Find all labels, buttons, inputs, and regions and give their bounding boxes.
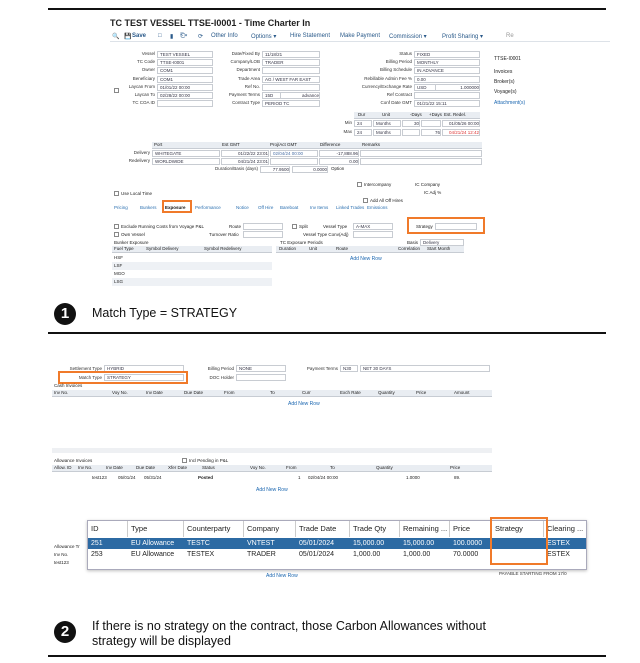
popup-cell-remaining: 15,000.00 bbox=[403, 540, 435, 547]
duration-unit-1[interactable]: Months bbox=[373, 129, 401, 136]
mid_fields-label-6: Contract Type bbox=[232, 100, 260, 106]
allowance-cell-price: 89. bbox=[454, 475, 461, 480]
tab-emissions[interactable]: Emissions bbox=[367, 205, 388, 210]
popup-cell-trade-date: 05/01/2024 bbox=[299, 551, 335, 558]
bunker-header-symbol-delivery: Symbol Delivery bbox=[146, 246, 179, 251]
save-button[interactable]: Save bbox=[132, 33, 147, 39]
duration-basis-input[interactable]: 77.9500 bbox=[260, 166, 290, 173]
cash-invoices-header bbox=[52, 390, 492, 397]
port-diff-1[interactable]: 0.00 bbox=[319, 158, 359, 165]
left_fields-label-6: TC COA ID bbox=[132, 100, 155, 106]
duration-dur-1[interactable]: 24 bbox=[354, 129, 372, 136]
right_fields-label-3: Rebillable Admin Fee % bbox=[364, 75, 412, 81]
make-payment-button[interactable]: Make Payment bbox=[340, 33, 381, 39]
fuel-type-2: MGO bbox=[114, 271, 125, 276]
vessel-type-conv-input[interactable] bbox=[353, 231, 393, 238]
mid_fields-label-1: Company/LOB bbox=[230, 59, 260, 65]
side-panel-item-1[interactable]: Broker(s) bbox=[494, 79, 515, 85]
step-1-badge: 1 bbox=[54, 303, 76, 325]
hire-statement-button[interactable]: Hire Statement bbox=[290, 33, 331, 39]
allowance-cell-from: 02/04/24 00:00 bbox=[308, 475, 339, 480]
cash-header-10: Amount bbox=[454, 390, 470, 395]
save-icon: 💾 bbox=[124, 34, 132, 40]
options-menu[interactable]: Options ▾ bbox=[251, 34, 277, 40]
popup-header-1: Type bbox=[128, 521, 184, 537]
allowance-add-new-row[interactable]: Add New Row bbox=[256, 487, 288, 493]
mid_fields-input-1[interactable]: TRADER bbox=[262, 59, 320, 66]
strategy-label: Strategy bbox=[416, 224, 433, 229]
popup-cell-counterparty: TESTEX bbox=[187, 551, 215, 558]
popup-cell-remaining: 1,000.00 bbox=[403, 551, 431, 558]
mid_fields-input-4[interactable] bbox=[262, 84, 320, 91]
own-vessel-checkbox[interactable] bbox=[114, 232, 119, 237]
refresh-icon[interactable]: ⟳ bbox=[198, 34, 204, 40]
allowance-cell-due-date: 05/31/24 bbox=[144, 475, 162, 480]
bunker-exposure-title: Bunker Exposure bbox=[114, 240, 149, 245]
window-title: TC TEST VESSEL TTSE-I0001 - Time Charter In bbox=[110, 18, 311, 28]
right_fields-input-4[interactable]: USD bbox=[414, 84, 480, 91]
cash-scrollbar[interactable] bbox=[52, 448, 492, 453]
allowance-header-4: Xfer Date bbox=[168, 465, 188, 470]
left_fields-label-0: Vessel bbox=[141, 51, 155, 56]
port-name-0[interactable]: WHITEGATE bbox=[152, 150, 220, 157]
cash-header-1: Voy No. bbox=[112, 390, 128, 395]
right_fields-label-4: Currency/Exchange Rate bbox=[361, 83, 412, 89]
fuel-type-3: LSG bbox=[114, 279, 124, 284]
allowance-header-1: Inv No. bbox=[78, 465, 93, 470]
cash-header-6: Curr bbox=[302, 390, 311, 395]
duration-dur-0[interactable]: 24 bbox=[354, 120, 372, 127]
cash-invoices-title: Cash Invoices bbox=[54, 383, 83, 388]
left_fields-label-3: Beneficiary bbox=[132, 75, 155, 81]
port-header-0: Port bbox=[154, 142, 163, 147]
copy-icon[interactable]: □ bbox=[158, 33, 162, 39]
duration-header-4: Est. Redel. bbox=[444, 112, 467, 117]
tab-performance[interactable]: Performance bbox=[195, 205, 221, 210]
port-row-label-0: Delivery bbox=[133, 150, 150, 155]
doc-holder-input[interactable] bbox=[236, 374, 286, 381]
left_fields-input-2[interactable]: COM1 bbox=[157, 67, 213, 74]
mid_fields-input2-5[interactable]: advance bbox=[280, 92, 320, 99]
left_fields-input-0[interactable]: TEST VESSEL bbox=[157, 51, 213, 58]
right_fields-label-0: Status bbox=[399, 51, 412, 56]
side-note-2: PAYABLE STARTING FROM 17/0 bbox=[499, 571, 567, 576]
turnover-ratio-label: Turnover Ratio bbox=[209, 232, 239, 237]
mid_fields-input-0[interactable]: 11/18/21 bbox=[262, 51, 320, 58]
port-proj-0[interactable]: 02/04/24 00:00 bbox=[270, 150, 318, 157]
left_fields-label-4: Laycan From bbox=[128, 83, 155, 89]
duration-header-3: +Days bbox=[429, 112, 442, 117]
search-icon[interactable]: 🔍 bbox=[112, 34, 120, 40]
port-proj-1[interactable] bbox=[270, 158, 318, 165]
delete-icon[interactable]: ▮ bbox=[170, 34, 174, 40]
popup-cell-qty: 15,000.00 bbox=[353, 540, 385, 547]
tc-exposure-add-new-row[interactable]: Add New Row bbox=[350, 256, 382, 262]
transfer-cell-inv: test123 bbox=[54, 560, 69, 565]
tab-bareboat[interactable]: Bareboat bbox=[280, 205, 299, 210]
cash-header-0: Inv No. bbox=[54, 390, 69, 395]
intercompany-checkbox[interactable] bbox=[357, 182, 362, 187]
popup-header-7: Price bbox=[450, 521, 492, 537]
fuel-row-1[interactable] bbox=[112, 262, 272, 270]
split-label: Split bbox=[299, 224, 308, 229]
cash-header-4: From bbox=[224, 390, 235, 395]
popup-header-4: Trade Date bbox=[296, 521, 350, 537]
popup-header-9: Clearing ... bbox=[544, 521, 587, 537]
popup-cell-qty: 1,000.00 bbox=[353, 551, 381, 558]
incl-pending-checkbox[interactable] bbox=[182, 458, 187, 463]
popup-cell-company: VNTEST bbox=[247, 540, 275, 547]
turnover-ratio-input[interactable] bbox=[243, 231, 283, 238]
fuel-row-3[interactable] bbox=[112, 278, 272, 286]
right_fields-input-3[interactable]: 0.00 bbox=[414, 76, 480, 83]
ic-company-label: IC Company bbox=[415, 182, 441, 187]
allowance-cell-status: Posted bbox=[198, 475, 214, 480]
bunker-header-symbol-redelivery: Symbol Redelivery bbox=[204, 246, 242, 251]
popup-header-3: Company bbox=[244, 521, 296, 537]
cash-header-7: Exch Rate bbox=[340, 390, 361, 395]
right_fields-input-2[interactable]: IN ADVANCE bbox=[414, 67, 480, 74]
tab-inv-items[interactable]: Inv Items bbox=[310, 205, 329, 210]
port-est-0[interactable]: 01/22/22 23:01 bbox=[221, 150, 269, 157]
tc-header-start-month: Start Month bbox=[427, 246, 451, 251]
port-header bbox=[152, 142, 482, 149]
allowance-header-10: Price bbox=[450, 465, 461, 470]
fuel-row-0[interactable] bbox=[112, 254, 272, 262]
tab-off-hire[interactable]: Off Hire bbox=[258, 205, 274, 210]
popup-cell-price: 100.0000 bbox=[453, 540, 483, 547]
allowance-header-5: Status bbox=[202, 465, 215, 470]
mid_fields-label-2: Department bbox=[236, 67, 260, 73]
port-header-2: Proj/Act GMT bbox=[270, 142, 298, 147]
mid_fields-label-3: Trade Area bbox=[237, 75, 260, 81]
exposure-tab-highlight-box bbox=[162, 200, 192, 213]
right_fields-label-1: Billing Period bbox=[385, 59, 412, 65]
allowance-invoices-title: Allowance Invoices bbox=[54, 458, 93, 463]
mid_fields-input-3[interactable]: AG / WEST FAR EAST bbox=[262, 76, 320, 83]
ic-adj-label: IC Adj % bbox=[424, 190, 442, 195]
payment-terms-code[interactable]: N30 bbox=[340, 365, 358, 372]
right_fields-label-6: Conf Date GMT bbox=[380, 100, 412, 106]
route-label: Route bbox=[229, 224, 242, 229]
use-local-time-checkbox[interactable] bbox=[114, 191, 119, 196]
port-est-1[interactable]: 04/21/24 23:01 bbox=[221, 158, 269, 165]
tc-header-correlation: Correlation bbox=[398, 246, 421, 251]
attachments-link[interactable]: Attachment(s) bbox=[494, 100, 526, 106]
allowance-cell-voy: 1 bbox=[298, 475, 301, 480]
port-header-1: Est GMT bbox=[222, 142, 240, 147]
duration-plus-0[interactable] bbox=[421, 120, 441, 127]
popup-header-2: Counterparty bbox=[184, 521, 244, 537]
left_fields-label-5: Laycan To bbox=[134, 92, 155, 97]
port-name-1[interactable]: WORLDWIDE bbox=[152, 158, 220, 165]
tc-exposure-title: TC Exposure Periods bbox=[280, 240, 323, 245]
step-2-caption-line-2: strategy will be displayed bbox=[92, 634, 231, 648]
use-local-time-label: Use Local Time bbox=[121, 191, 153, 196]
time-charter-in-screenshot bbox=[110, 14, 610, 299]
left_fields-input-1[interactable]: TTSE-I0001 bbox=[157, 59, 213, 66]
popup-cell-id: 251 bbox=[91, 540, 103, 547]
allowance-header-6: Voy No. bbox=[250, 465, 266, 470]
mid_fields-input-5[interactable]: 15D bbox=[262, 92, 320, 99]
mid_fields-label-0: Date/Fixed By bbox=[231, 51, 260, 56]
print-icon[interactable]: ⎗▾ bbox=[180, 33, 188, 39]
right_fields-label-5: Ref Contract bbox=[386, 92, 412, 97]
side-panel-item-2[interactable]: Voyage(s) bbox=[494, 89, 517, 95]
own-vessel-label: Own Vessel bbox=[121, 232, 145, 237]
duration-minus-1[interactable] bbox=[402, 129, 420, 136]
incl-pending-label: Incl Pending in P&L bbox=[189, 458, 229, 463]
duration-redel-1[interactable]: 04/21/24 12:42 bbox=[442, 129, 480, 136]
allowance-transfers-title: Allowance Tr bbox=[54, 544, 80, 549]
port-header-4: Remarks bbox=[362, 142, 381, 147]
bunker-header-fuel-type: Fuel Type bbox=[114, 246, 134, 251]
duration-header bbox=[354, 112, 480, 119]
add-all-off-hires-checkbox[interactable] bbox=[363, 198, 368, 203]
intercompany-label: Intercompany bbox=[364, 182, 392, 187]
allowance-header-8: To bbox=[330, 465, 335, 470]
duration-redel-0[interactable]: 01/05/26 00:00 bbox=[442, 120, 480, 127]
doc-holder-label: DOC Holder bbox=[209, 375, 234, 380]
right_fields-input-1[interactable]: MONTHLY bbox=[414, 59, 480, 66]
port-remarks-1[interactable] bbox=[360, 158, 482, 165]
duration-unit-0[interactable]: Months bbox=[373, 120, 401, 127]
toolbar bbox=[110, 32, 610, 42]
popup-cell-price: 70.0000 bbox=[453, 551, 479, 558]
popup-cell-type: EU Allowance bbox=[131, 551, 175, 558]
top-divider bbox=[48, 8, 606, 10]
right_fields-input-6[interactable]: 01/21/22 15:11 bbox=[414, 100, 480, 107]
allowance-header-0: Allow. ID bbox=[54, 465, 72, 470]
right_fields-label-2: Billing Schedule bbox=[379, 67, 412, 73]
tab-notice[interactable]: Notice bbox=[236, 205, 249, 210]
duration-minus-0[interactable]: 30 bbox=[402, 120, 420, 127]
left_fields-input-3[interactable]: COM1 bbox=[157, 76, 213, 83]
cash-header-9: Price bbox=[416, 390, 427, 395]
vessel-type-conv-label: Vessel Type Conv(Adj) bbox=[303, 232, 349, 237]
right_fields-input-0[interactable]: FIXED bbox=[414, 51, 480, 58]
other-info-button[interactable]: Other Info bbox=[211, 33, 238, 39]
allowance-cell-inv-no: test123 bbox=[92, 475, 107, 480]
duration-option-label: Option bbox=[331, 166, 345, 171]
laycan-checkbox[interactable] bbox=[114, 88, 119, 93]
payment-terms-label: Payment Terms bbox=[306, 366, 338, 371]
popup-cell-company: TRADER bbox=[247, 551, 276, 558]
port-diff-0[interactable]: -17,888.96 bbox=[319, 150, 359, 157]
mid_fields-input-2[interactable] bbox=[262, 67, 320, 74]
popup-header-6: Remaining ... bbox=[400, 521, 450, 537]
cash-header-5: To bbox=[270, 390, 275, 395]
lower-inv-no-header: Inv No. bbox=[54, 552, 69, 557]
match-type-label: Match Type bbox=[78, 375, 102, 380]
commission-menu[interactable]: Commission ▾ bbox=[389, 34, 427, 40]
fuel-type-0: HSF bbox=[114, 255, 123, 260]
cash-header-3: Due Date bbox=[184, 390, 204, 395]
duration-header-0: Dur bbox=[358, 112, 366, 117]
profit-sharing-menu[interactable]: Profit Sharing ▾ bbox=[442, 34, 484, 40]
tab-linked-trades[interactable]: Linked Trades bbox=[336, 205, 365, 210]
more-toolbar-item[interactable]: Re bbox=[506, 33, 514, 39]
cash-add-new-row[interactable]: Add New Row bbox=[288, 401, 320, 407]
port-remarks-0[interactable] bbox=[360, 150, 482, 157]
vessel-type-label: Vessel Type bbox=[323, 224, 348, 229]
basis-label: Basis bbox=[407, 240, 419, 245]
allowance-header-9: Quantity bbox=[376, 465, 393, 470]
tab-bunkers[interactable]: Bunkers bbox=[140, 205, 157, 210]
billing-period-input[interactable]: NONE bbox=[236, 365, 286, 372]
middle-divider bbox=[48, 332, 606, 334]
duration-row-label-1: Max bbox=[343, 129, 352, 134]
popup-cell-trade-date: 05/01/2024 bbox=[299, 540, 335, 547]
tab-exposure[interactable]: Exposure bbox=[165, 205, 186, 210]
left_fields-input-4[interactable]: 01/01/22 00:00 bbox=[157, 84, 213, 91]
basis-input[interactable]: Delivery bbox=[420, 239, 464, 246]
split-checkbox[interactable] bbox=[292, 224, 297, 229]
tc-header-route: Route bbox=[336, 246, 349, 251]
allowance-cell-inv-date: 05/01/24 bbox=[118, 475, 136, 480]
exclude-running-costs-checkbox[interactable] bbox=[114, 224, 119, 229]
popup-cell-counterparty: TESTC bbox=[187, 540, 210, 547]
right_fields-input-5[interactable] bbox=[414, 92, 480, 99]
duration-header-1: Unit bbox=[382, 112, 391, 117]
allowance-invoices-header bbox=[52, 465, 492, 472]
popup-cell-clearing: ESTEX bbox=[547, 551, 570, 558]
settlement-type-input[interactable]: HYBRID bbox=[104, 365, 184, 372]
strategy-column-highlight-box bbox=[490, 517, 548, 565]
right_fields-input2-4[interactable]: 1.000000 bbox=[435, 84, 480, 91]
step-1-caption: Match Type = STRATEGY bbox=[92, 306, 238, 320]
tc-header-unit: Unit bbox=[309, 246, 318, 251]
popup-header-8: Strategy bbox=[492, 521, 544, 537]
settlement-type-label: Settlement Type bbox=[69, 366, 102, 371]
transfer-add-new-row[interactable]: Add New Row bbox=[266, 573, 298, 579]
route-input[interactable] bbox=[243, 223, 283, 230]
cash-header-8: Quantity bbox=[378, 390, 395, 395]
allowance-header-2: Inv Date bbox=[106, 465, 123, 470]
popup-cell-clearing: ESTEX bbox=[547, 540, 570, 547]
mid_fields-input-6[interactable]: PERIOD TC bbox=[262, 100, 320, 107]
exclude-running-costs-label: Exclude Running Costs from Voyage P&L bbox=[121, 224, 205, 229]
port-header-3: Difference bbox=[320, 142, 341, 147]
port-row-label-1: Redelivery bbox=[128, 158, 150, 163]
match-type-input[interactable]: STRATEGY bbox=[104, 374, 184, 381]
duration-plus-1[interactable]: 76 bbox=[421, 129, 441, 136]
popup-header-5: Trade Qty bbox=[350, 521, 400, 537]
tc-exposure-header bbox=[276, 246, 464, 253]
strategy-highlight-box bbox=[407, 217, 485, 234]
payment-terms-input[interactable]: NET 30 DAYS bbox=[360, 365, 490, 372]
add-all-off-hires-label: Add All Off Hires bbox=[370, 198, 403, 203]
popup-cell-type: EU Allowance bbox=[131, 540, 175, 547]
left_fields-label-2: Owner bbox=[141, 67, 155, 73]
allowance-header-7: From bbox=[286, 465, 297, 470]
side-panel-id: TTSE-I0001 bbox=[494, 56, 521, 62]
allowance-header-3: Due Date bbox=[136, 465, 156, 470]
step-2-badge: 2 bbox=[54, 621, 76, 643]
duration-row-label-0: Min bbox=[344, 120, 352, 125]
fuel-row-2[interactable] bbox=[112, 270, 272, 278]
cash-header-2: Inv Date bbox=[146, 390, 163, 395]
mid_fields-label-5: Payment Terms bbox=[228, 92, 260, 97]
duration-header-2: -Days bbox=[410, 112, 422, 117]
left_fields-label-1: TC Code bbox=[136, 59, 155, 65]
mid_fields-label-4: Ref No. bbox=[244, 83, 260, 89]
billing-period-label: Billing Period bbox=[207, 366, 234, 371]
side-panel-item-0[interactable]: Invoices bbox=[494, 69, 513, 75]
bunker-exposure-header bbox=[112, 246, 272, 253]
duration-basis-label: Duration/Basis (days) bbox=[214, 166, 258, 171]
popup-cell-id: 253 bbox=[91, 551, 103, 558]
duration-basis-input-2[interactable]: 0.0000 bbox=[292, 166, 328, 173]
bottom-divider bbox=[48, 655, 606, 657]
allowance-cell-quantity: 1.0000 bbox=[406, 475, 420, 480]
left_fields-input-6[interactable] bbox=[157, 100, 213, 107]
vessel-type-input[interactable]: A-MAX bbox=[353, 223, 393, 230]
tab-pricing[interactable]: Pricing bbox=[114, 205, 128, 210]
fuel-type-1: LSF bbox=[114, 263, 123, 268]
step-2-caption-line-1: If there is no strategy on the contract, those Carbon Allowances without bbox=[92, 619, 486, 633]
popup-header-0: ID bbox=[88, 521, 128, 537]
left_fields-input-5[interactable]: 02/28/22 00:00 bbox=[157, 92, 213, 99]
tc-header-duration: Duration bbox=[279, 246, 297, 251]
